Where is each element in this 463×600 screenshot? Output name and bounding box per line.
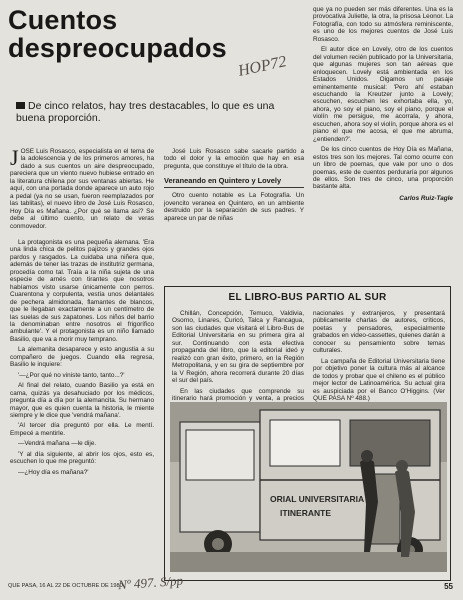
title-line-1: Cuentos: [8, 5, 118, 35]
subtitle-text: De cinco relatos, hay tres destacables, lo que es una buena proporción.: [16, 100, 275, 124]
body-paragraph: La protagonista es una pequeña alemana. 'Era una linda chica de pelitos pajizos y grandes ojos pardos y rasgados. La cuidaba una niñera que, además de tener las trazas de institutriz germana, procedía como tal. Traía a la niña sujeta de una especie de arnés con tirantes que nosotros habíamos visto usarse únicamente con perros. Cuarentona y corpulenta, vestía unos delantales de pechera almidonada, flamantes de blancos, que le llegaban exactamente a un centímetro de las suelas de sus zapatones. Los niños del barrio la denominaban entre nosotros el frigorífico ambulante'. Y el protagonista es un niño llamado Basilio, que va a morir muy temprano.: [10, 238, 154, 343]
column-1-intro: [10, 145, 154, 230]
issue-footer: QUE PASA, 16 AL 22 DE OCTUBRE DE 1980: [8, 583, 123, 589]
body-paragraph: La alemanita desaparece y esto angustia a su compañero de juegos. Cuando ella regresa, Basilio le inquiere:: [10, 346, 154, 369]
intro-text: OSE Luis Rosasco, especialista en el tema de la adolescencia y de los primeros amores, ha dado a sus cuentos un aire despreocupado, pareciera que un viento nuevo hubiese entrado en la literatura chilena por sus ventanas abiertas. He aquí, con una portada donde aparece un auto rojo a pedal (ya no se usan, fueron reemplazados por las tablitas), el nuevo libro de José Luis Rosasco, Hoy Día es Mañana. ¿Por qué se llama así? Se debe al último cuento, un relato de veras conmovedor.: [10, 148, 154, 230]
column-2-paragraph: Otro cuento notable es La Fotografía. Un jovencito veranea en Quintero, en un ambiente destruido por la separación de sus padres. Y aparece un par de niñas: [164, 192, 304, 222]
sidebar-column-left: [172, 310, 304, 400]
column-2-paragraph: José Luis Rosasco sabe sacarle partido a todo el dolor y la emoción que hay en esa pregunta, que constituye el título de la obra.: [164, 148, 304, 170]
article-column-3: [313, 6, 453, 278]
sidebar-paragraph: Chillán, Concepción, Temuco, Valdivia, Osorno, Linares, Curicó, Talca y Rancagua, son las ciudades que visitará el Libro-Bus de Editorial Universitaria en su primera gira al sur. Continuando con esta efectiva propaganda del libro, que la editorial ideó y realizó con gran éxito, primero, en la Región Metropolitana, y en su gira de septiembre por la V Región, ahora recorrerá durante 20 días el sur del país.: [172, 310, 304, 385]
title-line-2: despreocupados: [8, 33, 227, 63]
book-bus-photo: [170, 402, 447, 572]
sidebar-column-right: [313, 310, 445, 400]
body-paragraph: —¿Hoy día es mañana?': [18, 468, 89, 476]
section-subhead: Veraneando en Quintero y Lovely: [164, 176, 304, 188]
sidebar-paragraph: En las ciudades que comprende su itinerario hará promoción y venta, a precios: [172, 387, 304, 402]
column-3-paragraph: De los cinco cuentos de Hoy Día es Mañana, estos tres son los mejores. Tal como ocurre con un libro de poemas, que vale por uno o dos poemas, este de cuentos perduraría por algunos de ellos. Son tres de cinco, una proporción bastante alta.: [313, 146, 453, 191]
article-title: [8, 6, 278, 62]
body-paragraph: 'Y al día siguiente, al abrir los ojos, esto es, escuchen lo que me preguntó:: [10, 450, 154, 466]
bullet-square-icon: [16, 102, 25, 109]
article-subtitle: [16, 100, 278, 124]
body-paragraph: Al final del relato, cuando Basilio ya está en cama, quizás ya desahuciado por los médicos, pregunta día a día por la alemancita. Su hermano mayor, que es quien cuenta la historia, le miente siempre y le dice que 'vendrá mañana'.: [10, 382, 154, 419]
drop-cap: J: [10, 145, 19, 170]
handwritten-footer-note: Nº 497. S/pp: [117, 572, 184, 593]
author-signature: Carlos Ruiz-Tagle: [399, 194, 453, 202]
page-number: 55: [444, 582, 453, 591]
article-column-1: [10, 145, 154, 578]
handwritten-annotation: HOP72: [236, 53, 289, 80]
bus-lettering: ORIAL UNIVERSITARIA ITINERANTE: [270, 494, 364, 518]
sidebar-title: EL LIBRO-BUS PARTIO AL SUR: [228, 292, 387, 303]
body-paragraph: '—¿Por qué no viniste tanto, tanto...?': [18, 371, 125, 379]
sidebar-paragraph: La campaña de Editorial Universitaria tiene por objetivo poner la cultura más al alcance de todos y probar que el chileno es el público mejor lector de Latinoamérica. Su actual gira es auspiciada por el Banco O'Higgins. (Ver QUE PASA Nº 488.): [313, 357, 445, 402]
column-3-paragraph: El autor dice en Lovely, otro de los cuentos del volumen recién publicado por la Universitaria, que algunas mujeres son tan aéreas que enloquecen. Lovely está ambientada en los Estados Unidos. Oigamos un pasaje eminentemente musical: 'Pero ahí estaban escuchando la Kreutzer junto a Lovely; escuchen, escuchen les exhortaba ella, yo, ahora, yo soy el piano, soy el piano, porque el violín me persigue, me acorrala, y ahora, escuchen, ahora soy el violín, porque ahora es el piano el que me acosa, el que me abruma, ¿entienden?'.: [313, 46, 453, 143]
body-paragraph: —Vendrá mañana —le dije.: [18, 440, 97, 448]
sidebar-paragraph: nacionales y extranjeros, y presentará públicamente charlas de autores, críticos, poetas y pensadores, especialmente grabados en video-cassettes, quienes darán a conocer su pensamiento sobre temas culturales.: [313, 310, 445, 355]
article-column-2: [164, 148, 304, 283]
body-paragraph: 'Al tercer día preguntó por ella. Le mentí. Empecé a mentirle.: [10, 422, 154, 437]
column-3-paragraph: que ya no pueden ser más diferentes. Una es la provocativa Juliette, la otra, la prisosa Leonor. La Fotografía, con todo su atmósfera reminiscente, es uno de los mejores cuentos de José Luis Rosasco.: [313, 6, 453, 43]
